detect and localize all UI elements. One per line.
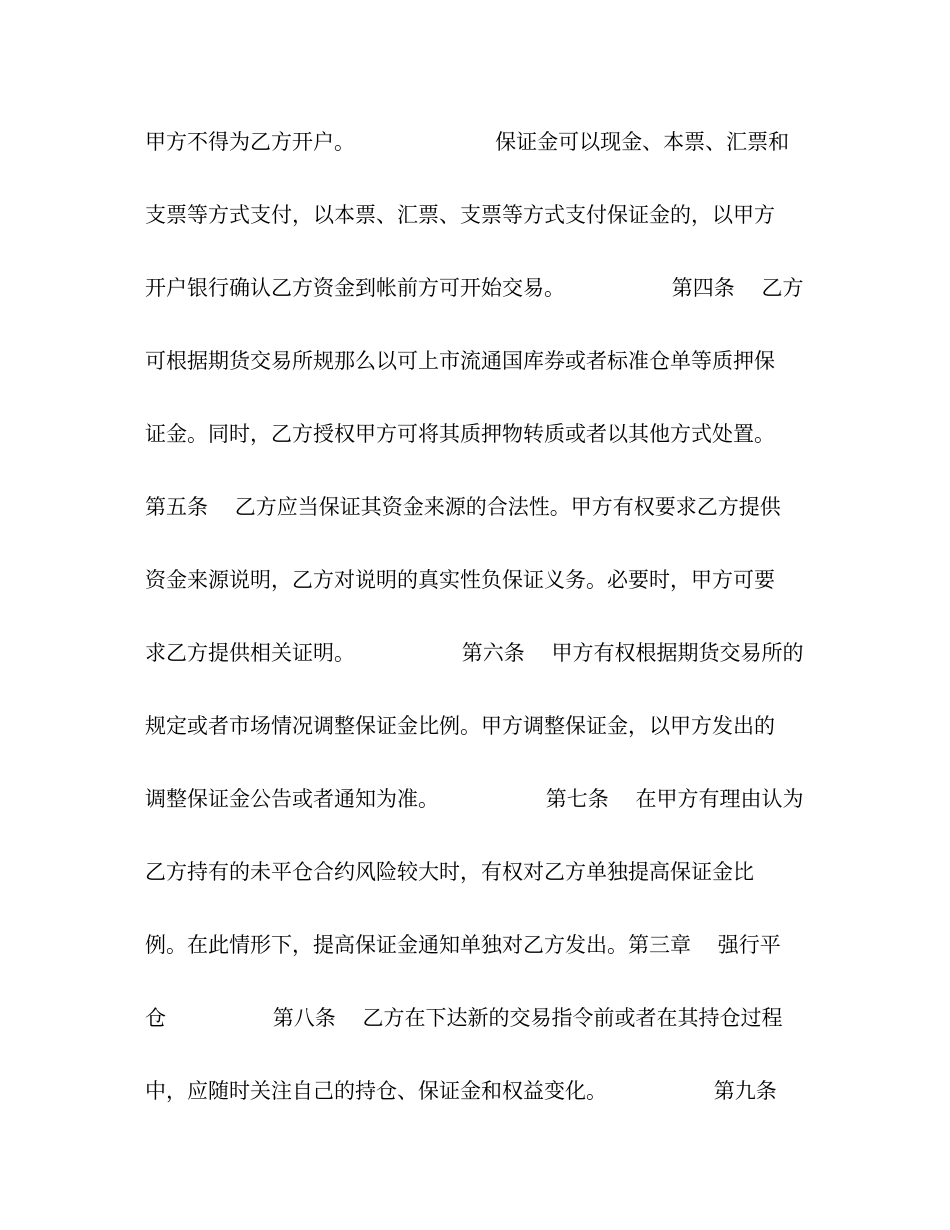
text-line: 例。在此情形下，提高保证金通知单独对乙方发出。第三章 强行平 bbox=[145, 933, 781, 957]
text-line: 资金来源说明，乙方对说明的真实性负保证义务。必要时，甲方可要 bbox=[145, 568, 775, 592]
text-line: 证金。同时，乙方授权甲方可将其质押物转质或者以其他方式处置。 bbox=[145, 422, 775, 446]
text-line: 规定或者市场情况调整保证金比例。甲方调整保证金，以甲方发出的 bbox=[145, 714, 775, 738]
text-line: 求乙方提供相关证明。 第六条 甲方有权根据期货交易所的 bbox=[145, 641, 804, 665]
text-line: 可根据期货交易所规那么以可上市流通国库券或者标准仓单等质押保 bbox=[145, 349, 775, 373]
text-line: 中，应随时关注自己的持仓、保证金和权益变化。 第九条 bbox=[145, 1079, 777, 1103]
text-line: 仓 第八条 乙方在下达新的交易指令前或者在其持仓过程 bbox=[145, 1006, 783, 1030]
text-line: 调整保证金公告或者通知为准。 第七条 在甲方有理由认为 bbox=[145, 787, 804, 811]
text-line: 开户银行确认乙方资金到帐前方可开始交易。 第四条 乙方 bbox=[145, 276, 804, 300]
text-line: 甲方不得为乙方开户。 保证金可以现金、本票、汇票和 bbox=[145, 130, 790, 154]
text-line: 支票等方式支付，以本票、汇票、支票等方式支付保证金的，以甲方 bbox=[145, 203, 775, 227]
text-line: 第五条 乙方应当保证其资金来源的合法性。甲方有权要求乙方提供 bbox=[145, 495, 781, 519]
text-line: 乙方持有的未平仓合约风险较大时，有权对乙方单独提高保证金比 bbox=[145, 860, 754, 884]
